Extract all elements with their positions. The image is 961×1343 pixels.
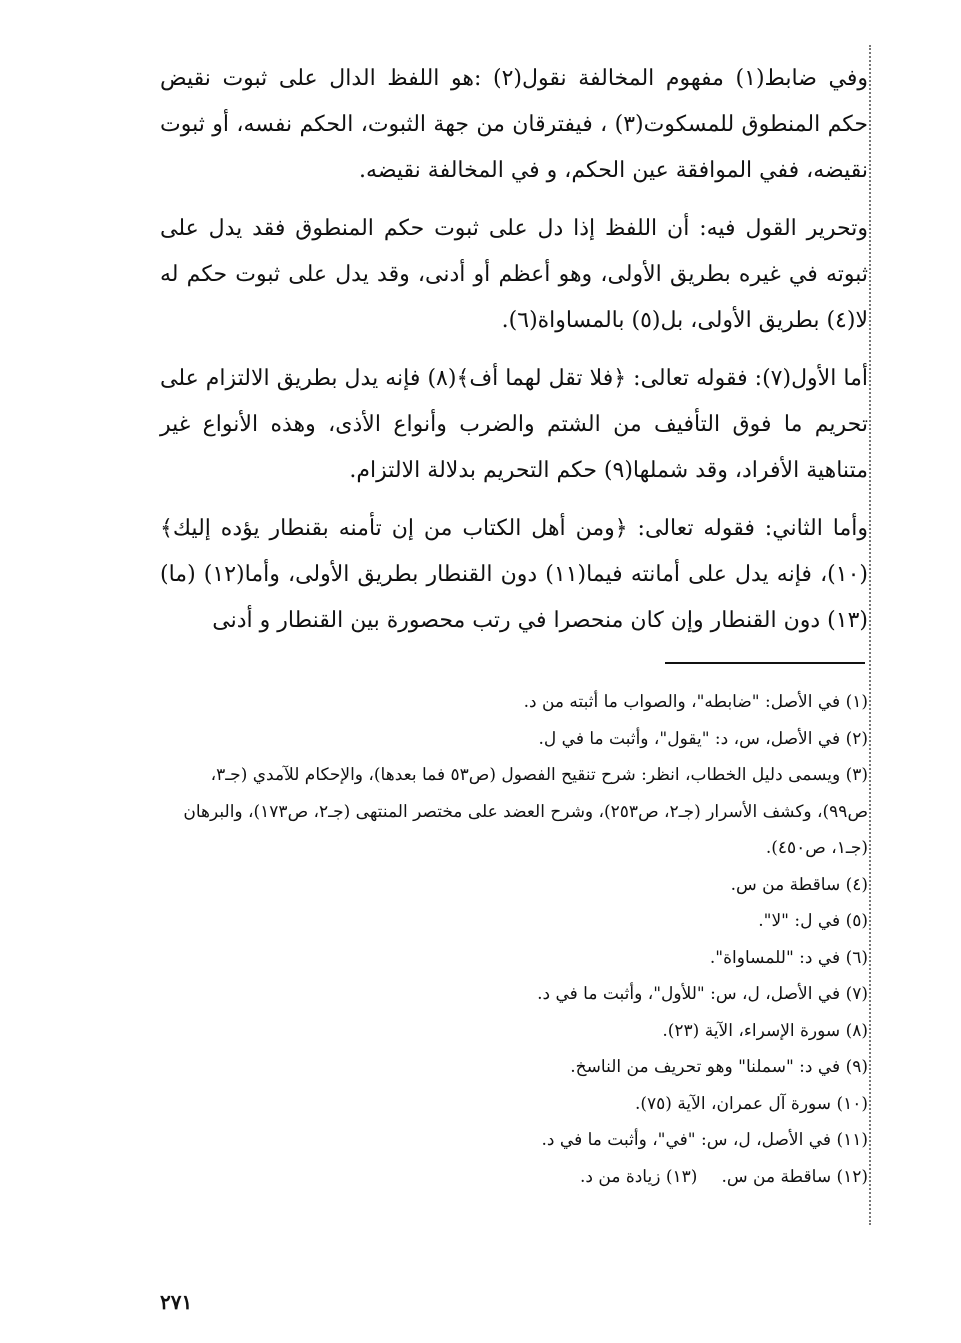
footnote-separator [665, 662, 865, 664]
footnote-3: (٣) ويسمى دليل الخطاب، انظر: شرح تنقيح الفصول (ص٥٣ فما بعدها)، والإحكام للآمدي (جـ٣، ص٩٩)، وكشف الأسرار (جـ٢، ص٢٥٣)، وشرح العضد على مختصر المنتهى (جـ٢، ص١٧٣)، والبرهان (جـ١، ص٤٥٠). [183, 765, 868, 858]
margin-dotted-line [869, 45, 871, 1225]
footnote-1: (١) في الأصل: "ضابطه"، والصواب ما أثبته من د. [523, 692, 868, 712]
main-text [160, 56, 868, 656]
footnote-11: (١١) في الأصل، ل، س: "في"، وأثبت ما في د. [541, 1130, 868, 1150]
footnote-9: (٩) في د: "سملنا" وهو تحريف من الناسخ. [570, 1057, 868, 1077]
footnote-4: (٤) ساقطة من س. [730, 874, 868, 895]
footnote-6: (٦) في د: "للمساواة". [709, 947, 868, 968]
footnote-2: (٢) في الأصل، س، د: "يقول"، وأثبت ما في ل. [538, 728, 868, 749]
footnote-12: (١٢) ساقطة من س. [721, 1166, 868, 1187]
page-number: ٢٧١ [160, 1290, 193, 1314]
footnote-5: (٥) في ل: "لا". [758, 911, 868, 931]
paragraph-4: وأما الثاني: فقوله تعالى: ﴿ومن أهل الكتاب من إن تأمنه بقنطار يؤده إليك﴾(١٠)، فإنه يدل على أمانته فيما(١١) دون القنطار بطريق الأولى، وأما(١٢) (ما)(١٣) دون القنطار وإن كان منحصرا في رتب محصورة بين القنطار و أدنى [160, 516, 869, 633]
footnote-7: (٧) في الأصل، ل، س: "للأول"، وأثبت ما في د. [537, 984, 868, 1004]
footnote-13: (١٣) زيادة من د. [580, 1166, 698, 1187]
paragraph-3: أما الأول(٧): فقوله تعالى: ﴿فلا تقل لهما أف﴾(٨) فإنه يدل بطريق الالتزام على تحريم ما فوق التأفيف من الشتم والضرب وأنواع الأذى، وهذه الأنواع غير متناهية الأفراد، وقد شملها(٩) حكم التحريم بدلالة الالتزام. [160, 366, 868, 483]
footnote-last-row [160, 1159, 868, 1196]
footnote-8: (٨) سورة الإسراء، الآية (٢٣). [662, 1020, 868, 1041]
paragraph-1: وفي ضابط(١) مفهوم المخالفة نقول(٢) :هو اللفظ الدال على ثبوت نقيض حكم المنطوق للمسكوت(٣) ، فيفترقان من جهة الثبوت، الحكم نفسه، أو ثبوت نقيضه، ففي الموافقة عين الحكم، و في المخالفة نقيضه. [160, 66, 868, 183]
footnote-10: (١٠) سورة آل عمران، الآية (٧٥). [634, 1093, 868, 1114]
footnotes [160, 684, 868, 1195]
paragraph-2: وتحرير القول فيه: أن اللفظ إذا دل على ثبوت حكم المنطوق فقد يدل على ثبوته في غيره بطريق الأولى، وهو أعظم أو أدنى، وقد يدل على ثبوت حكم له لا(٤) بطريق الأولى، بل(٥) بالمساواة(٦). [160, 216, 868, 333]
